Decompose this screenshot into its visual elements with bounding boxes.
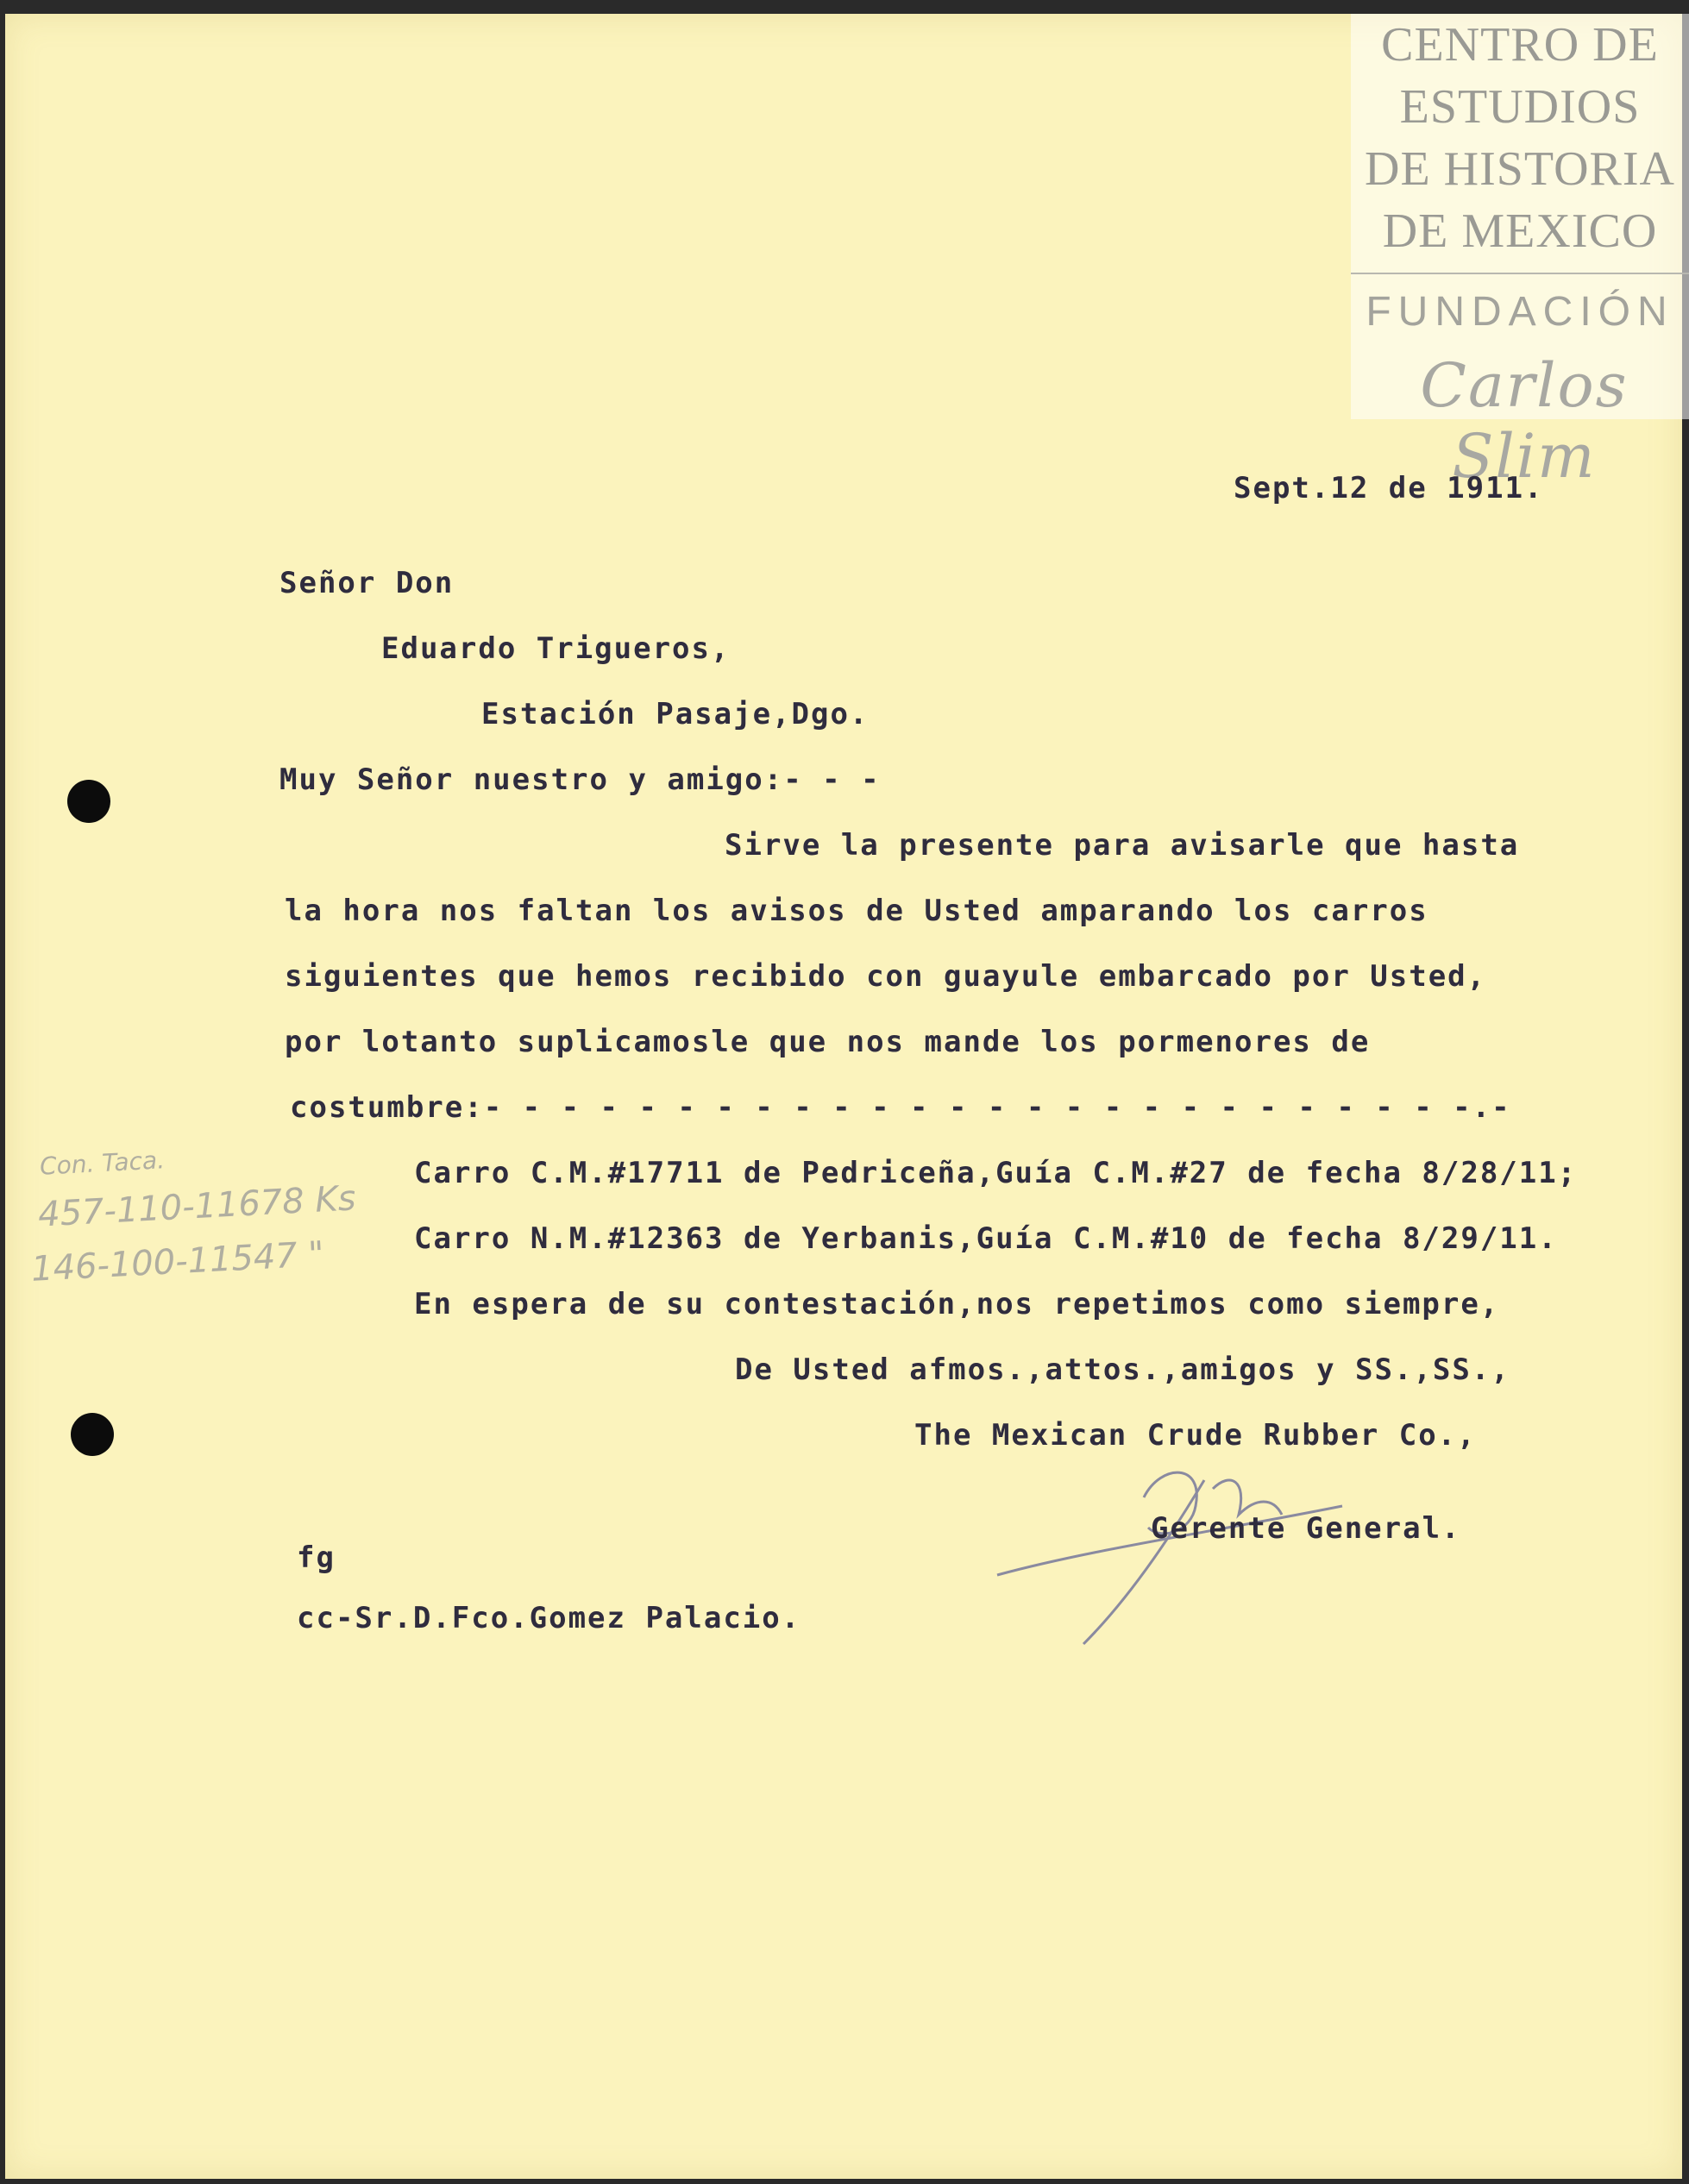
body-line: siguientes que hemos recibido con guayule embarcado por Usted,	[285, 959, 1487, 994]
punch-hole-top	[67, 780, 110, 823]
margin-note-row: 146-100-11547 "	[30, 1234, 325, 1290]
car-entry: Carro N.M.#12363 de Yerbanis,Guía C.M.#10 de fecha 8/29/11.	[414, 1221, 1558, 1256]
watermark-line-2: ESTUDIOS	[1399, 80, 1641, 134]
letter-date: Sept.12 de 1911.	[1234, 471, 1544, 505]
typist-initials: fg	[297, 1541, 336, 1575]
body-line: por lotanto suplicamosle que nos mande los pormenores de	[285, 1025, 1371, 1059]
watermark-foundation: FUNDACIÓN	[1366, 289, 1674, 335]
watermark-line-4: DE MEXICO	[1382, 204, 1658, 258]
carbon-copy: cc-Sr.D.Fco.Gomez Palacio.	[297, 1601, 801, 1635]
body-line: Sirve la presente para avisarle que hasta	[725, 828, 1520, 863]
body-line: costumbre:- - - - - - - - - - - - - - - - - - - - - - - - - -.-	[290, 1090, 1511, 1125]
margin-note-header: Con. Taca.	[39, 1145, 166, 1181]
body-line: la hora nos faltan los avisos de Usted amparando los carros	[285, 894, 1428, 928]
margin-note-row: 457-110-11678 Ks	[37, 1178, 357, 1235]
recipient-address: Estación Pasaje,Dgo.	[481, 697, 870, 731]
recipient-name: Eduardo Trigueros,	[381, 631, 731, 666]
watermark-rule	[1351, 273, 1689, 274]
punch-hole-bottom	[71, 1413, 114, 1456]
handwritten-signature	[989, 1446, 1351, 1653]
closing-line: En espera de su contestación,nos repetimos como siempre,	[414, 1287, 1500, 1321]
salutation-title: Señor Don	[279, 566, 455, 600]
greeting: Muy Señor nuestro y amigo:- - -	[279, 763, 881, 797]
courtesy-line: De Usted afmos.,attos.,amigos y SS.,SS.,	[735, 1352, 1510, 1387]
watermark-signature: Carlos Slim	[1420, 350, 1629, 492]
letter-page	[5, 14, 1682, 2179]
company-name: The Mexican Crude Rubber Co.,	[914, 1418, 1477, 1453]
watermark-line-1: CENTRO DE	[1381, 18, 1659, 72]
watermark-line-3: DE HISTORIA	[1365, 142, 1675, 196]
archive-watermark	[1351, 14, 1689, 492]
signer-title: Gerente General.	[1151, 1511, 1461, 1546]
car-entry: Carro C.M.#17711 de Pedriceña,Guía C.M.#27 de fecha 8/28/11;	[414, 1156, 1578, 1190]
